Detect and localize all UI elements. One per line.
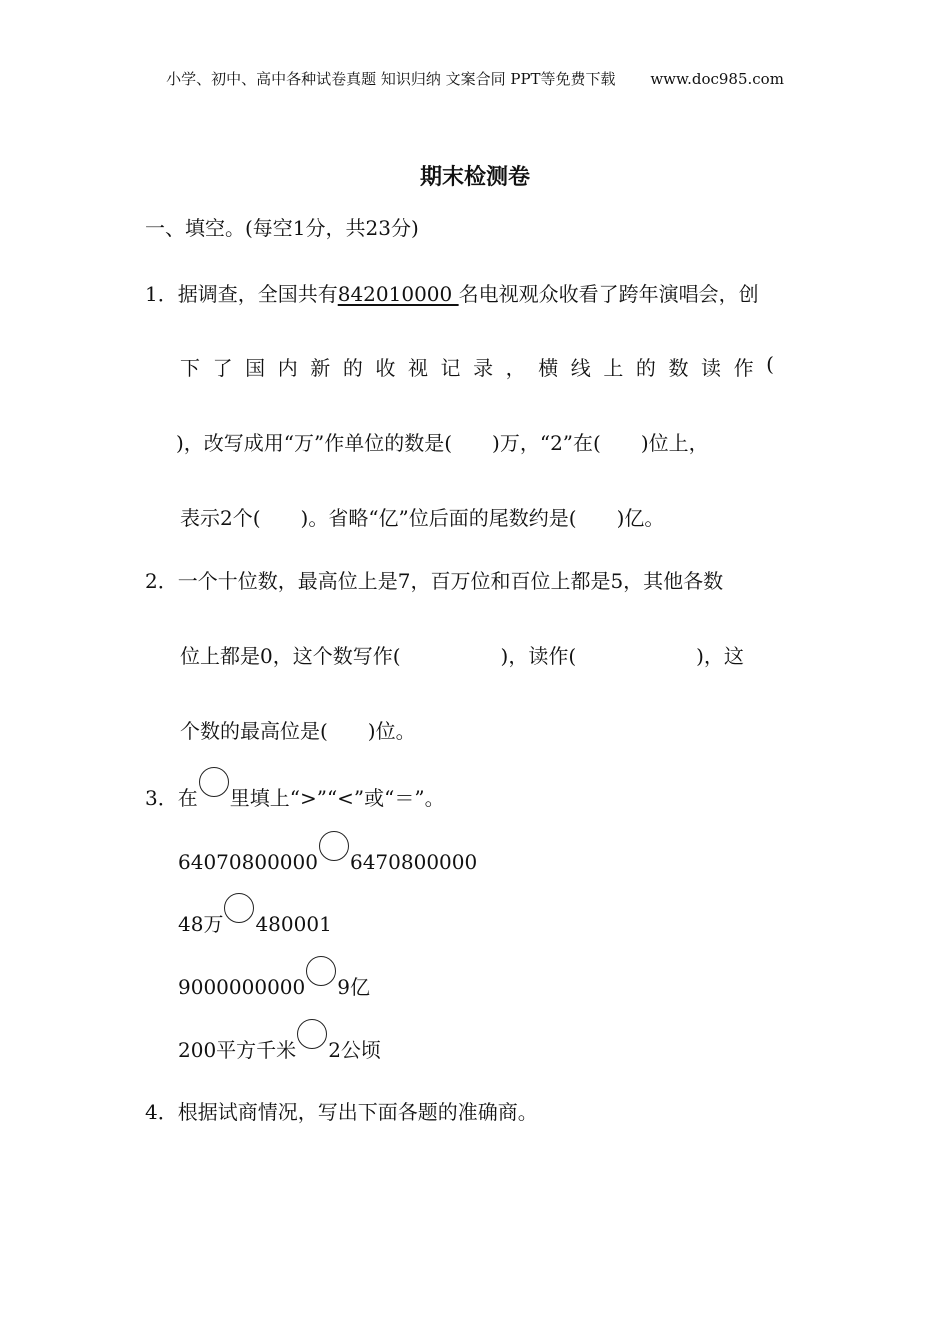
q2-text-1: 一个十位数，最高位上是7，百万位和百位上都是5，其他各数 <box>177 569 724 593</box>
q1-spaced-char: ( <box>766 352 774 376</box>
answer-circle-icon[interactable] <box>224 893 254 923</box>
question-1-line-1 <box>145 278 759 307</box>
q1-spaced-char: 收 <box>375 356 396 380</box>
header-site[interactable]: www.doc985.com <box>650 70 784 88</box>
header-text: 小学、初中、高中各种试卷真题 知识归纳 文案合同 PPT等免费下载 <box>166 70 616 88</box>
q1-spaced-char: 新 <box>310 356 331 380</box>
answer-circle-icon <box>199 767 229 797</box>
comparison-right: 9亿 <box>337 975 370 999</box>
comparison-left: 200平方千米 <box>178 1038 297 1062</box>
comparison-left: 48万 <box>178 912 224 936</box>
answer-circle-icon[interactable] <box>306 956 336 986</box>
section-heading: 一、填空。(每空1分，共23分) <box>145 216 419 240</box>
comparison-row <box>178 841 477 874</box>
q1-spaced-char: 横 <box>538 356 559 380</box>
q1-spaced-char: 数 <box>668 356 689 380</box>
question-1-line-3: )，改写成用“万”作单位的数是( )万，“2”在( )位上， <box>176 431 709 455</box>
comparison-right: 480001 <box>255 912 332 936</box>
question-2-line-3: 个数的最高位是( )位。 <box>180 719 416 743</box>
q4-text: 根据试商情况，写出下面各题的准确商。 <box>177 1100 538 1124</box>
q1-spaced-char: 作 <box>733 356 754 380</box>
answer-circle-icon[interactable] <box>297 1019 327 1049</box>
question-2-number: 2． <box>145 569 178 593</box>
q1-spaced-char: 上 <box>603 356 624 380</box>
comparison-left: 9000000000 <box>178 975 306 999</box>
q1-spaced-char: 线 <box>570 356 591 380</box>
question-2-line-2: 位上都是0，这个数写作( )，读作( )，这 <box>180 644 744 668</box>
q1-spaced-char: 了 <box>212 356 233 380</box>
comparison-row <box>178 1029 381 1063</box>
question-3-line-1 <box>145 777 445 811</box>
q1-spaced-char: 内 <box>277 356 298 380</box>
answer-circle-icon[interactable] <box>319 831 349 861</box>
comparison-row <box>178 966 370 1000</box>
question-4 <box>145 1096 538 1125</box>
q1-text-post: 名电视观众收看了跨年演唱会，创 <box>458 282 759 306</box>
question-3-number: 3． <box>145 786 178 810</box>
question-2-line-1 <box>145 565 723 594</box>
q1-spaced-char: 读 <box>701 356 721 380</box>
q1-text-pre: 据调查，全国共有 <box>177 282 338 306</box>
q1-underlined-number: 842010000 <box>337 282 459 306</box>
question-1-number: 1． <box>145 282 178 306</box>
q1-spaced-char: 视 <box>407 356 428 380</box>
comparison-right: 2公顷 <box>328 1038 381 1062</box>
q1-spaced-char: 下 <box>180 356 200 380</box>
q1-spaced-char: 的 <box>342 356 363 380</box>
q1-spaced-char: 国 <box>245 356 266 380</box>
comparison-right: 6470800000 <box>349 850 478 874</box>
q3-text-pre: 在 <box>177 786 198 810</box>
q1-spaced-char: 的 <box>635 356 656 380</box>
q1-spaced-char: 记 <box>440 356 461 380</box>
page-header <box>0 68 950 89</box>
question-1-line-4: 表示2个( )。省略“亿”位后面的尾数约是( )亿。 <box>180 506 665 530</box>
comparison-row <box>178 903 332 937</box>
q1-spaced-char: ， <box>505 356 526 380</box>
q1-spaced-char: 录 <box>473 356 494 380</box>
question-4-number: 4． <box>145 1100 178 1124</box>
comparison-left: 64070800000 <box>178 850 318 874</box>
question-1-line-2 <box>180 352 774 381</box>
page-title: 期末检测卷 <box>419 165 530 190</box>
q3-text-post: 里填上“>”“<”或“＝”。 <box>229 786 445 810</box>
